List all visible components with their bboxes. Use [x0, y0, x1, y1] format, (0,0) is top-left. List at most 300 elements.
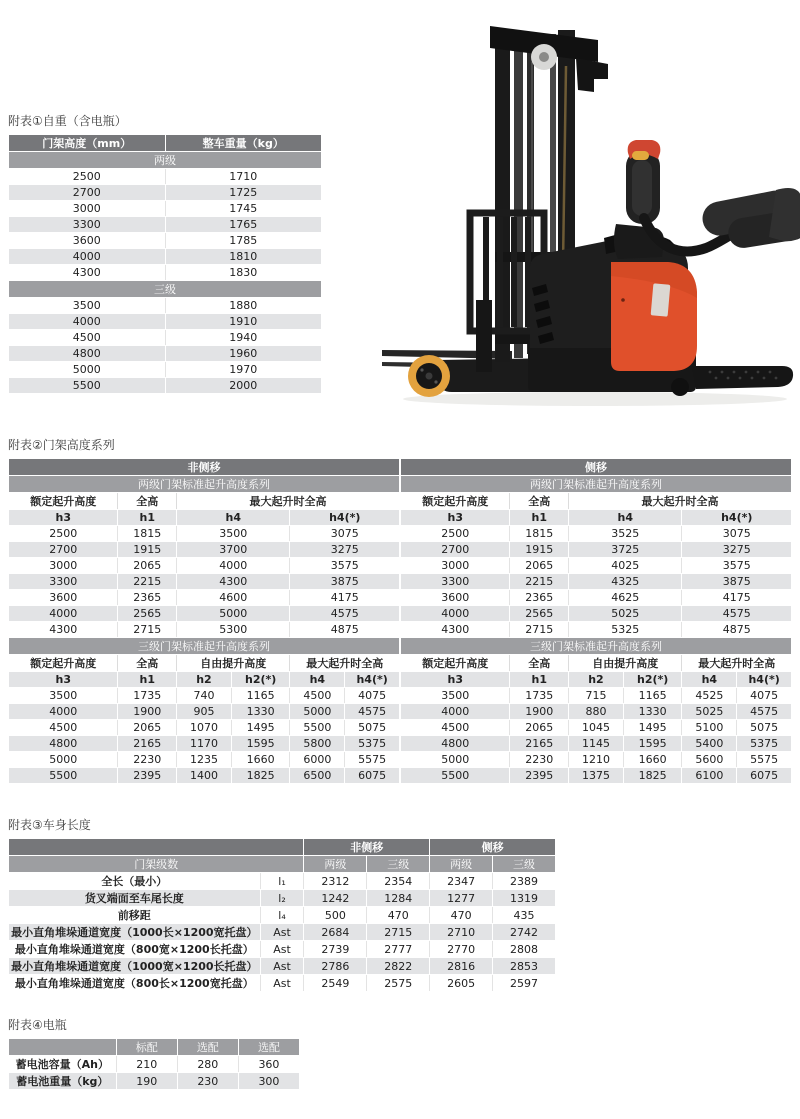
- cell-symbol: Ast: [260, 924, 304, 941]
- spec-sticker: [651, 283, 671, 316]
- sub-header: h1: [118, 510, 177, 526]
- battery-table-block: [8, 1016, 300, 1090]
- cell-mast-height: 3000: [9, 201, 166, 217]
- cell: 2215: [118, 574, 177, 590]
- cell: 2777: [367, 941, 430, 958]
- cell: 2715: [510, 622, 569, 638]
- col-group: 额定起升高度: [401, 493, 510, 510]
- cell: 5400: [682, 736, 737, 752]
- cell-mast-height: 4500: [9, 330, 166, 346]
- cell: 1815: [118, 526, 177, 542]
- ground-shadow: [403, 392, 787, 406]
- col-group: 自由提升高度: [177, 655, 290, 672]
- three-stage-weight-rows: [9, 298, 322, 394]
- control-head: [626, 140, 660, 224]
- cell: 3875: [290, 574, 400, 590]
- col-header: 门架高度（mm）: [9, 135, 166, 152]
- cell-weight: 1710: [165, 169, 322, 185]
- cell: 3700: [177, 542, 290, 558]
- cell: 280: [177, 1056, 238, 1073]
- col-group: 自由提升高度: [569, 655, 682, 672]
- cell: 3300: [9, 574, 118, 590]
- weight-table-title: 附表①自重（含电瓶）: [8, 114, 127, 128]
- table-row: [401, 622, 792, 638]
- cell: 360: [238, 1056, 299, 1073]
- table-row: [401, 542, 792, 558]
- cell: 2395: [118, 768, 177, 784]
- cell: 5575: [737, 752, 792, 768]
- cell: 1242: [304, 890, 367, 907]
- cell: 5325: [569, 622, 682, 638]
- cell: 905: [177, 704, 232, 720]
- front-wheel: [408, 355, 450, 397]
- cell: 1045: [569, 720, 624, 736]
- cell: 1210: [569, 752, 624, 768]
- table-row: [401, 752, 792, 768]
- cell: 2565: [118, 606, 177, 622]
- table-row: [9, 688, 400, 704]
- cell: 3875: [682, 574, 792, 590]
- cell: 4800: [401, 736, 510, 752]
- cell: 3275: [682, 542, 792, 558]
- cell: 1660: [231, 752, 290, 768]
- cell: 2700: [9, 542, 118, 558]
- table-row: [9, 606, 400, 622]
- cell: 4025: [569, 558, 682, 574]
- cell: 2500: [401, 526, 510, 542]
- section-header-two-stage: [9, 152, 322, 169]
- cell: 1165: [231, 688, 290, 704]
- empty-header: [9, 839, 304, 856]
- table-row: [9, 542, 400, 558]
- cell: 2770: [430, 941, 493, 958]
- cell: 4625: [569, 590, 682, 606]
- cell: 2500: [9, 526, 118, 542]
- cell: 1815: [510, 526, 569, 542]
- table-row: [401, 590, 792, 606]
- cell: 5100: [682, 720, 737, 736]
- cell: 435: [493, 907, 556, 924]
- cell: 715: [569, 688, 624, 704]
- cell: 3500: [9, 688, 118, 704]
- cell-weight: 1910: [165, 314, 322, 330]
- table-row: [9, 704, 400, 720]
- table-row: [9, 526, 400, 542]
- cell: 6000: [290, 752, 345, 768]
- table-row: [9, 924, 556, 941]
- cell: 5375: [345, 736, 400, 752]
- table-row: [9, 169, 322, 185]
- series-header: 三级门架标准起升高度系列: [401, 638, 792, 655]
- cell: 3300: [401, 574, 510, 590]
- cell: 3000: [9, 558, 118, 574]
- cell: 2816: [430, 958, 493, 975]
- table-row: [9, 298, 322, 314]
- cell: 2853: [493, 958, 556, 975]
- cell: 1735: [510, 688, 569, 704]
- cell: 1330: [231, 704, 290, 720]
- table-row: [9, 941, 556, 958]
- cell: 4575: [682, 606, 792, 622]
- cell: 1070: [177, 720, 232, 736]
- cell: 1825: [623, 768, 682, 784]
- cell: 5800: [290, 736, 345, 752]
- col-group: 最大起升时全高: [569, 493, 792, 510]
- cell-mast-height: 4800: [9, 346, 166, 362]
- cell: 2565: [510, 606, 569, 622]
- cell-weight: 1810: [165, 249, 322, 265]
- cell: 4875: [290, 622, 400, 638]
- group-header: 非侧移: [304, 839, 430, 856]
- cell-mast-height: 4000: [9, 249, 166, 265]
- cell: 2230: [118, 752, 177, 768]
- cell: 4325: [569, 574, 682, 590]
- cell: 880: [569, 704, 624, 720]
- cell: 5500: [290, 720, 345, 736]
- cell: 2365: [510, 590, 569, 606]
- table-row: [401, 558, 792, 574]
- cell-label: 货叉端面至车尾长度: [9, 890, 261, 907]
- reach-truck-illustration: [380, 0, 800, 410]
- cell: 2065: [510, 558, 569, 574]
- table-row: [9, 265, 322, 281]
- cell: 1375: [569, 768, 624, 784]
- cell-mast-height: 5500: [9, 378, 166, 394]
- table-row: [9, 1073, 300, 1090]
- cell: 4000: [9, 704, 118, 720]
- sub-header: h2: [569, 672, 624, 688]
- cell-label: 全长（最小）: [9, 873, 261, 890]
- cell: 470: [367, 907, 430, 924]
- cell: 3075: [682, 526, 792, 542]
- cell: 1400: [177, 768, 232, 784]
- product-photo: [380, 0, 800, 410]
- mast-height-table-block: [8, 436, 792, 784]
- cell-mast-height: 4300: [9, 265, 166, 281]
- cell-symbol: Ast: [260, 941, 304, 958]
- cell: 2065: [510, 720, 569, 736]
- col-group: 全高: [118, 493, 177, 510]
- cell: 5000: [290, 704, 345, 720]
- table-row: [9, 362, 322, 378]
- two-stage-weight-rows: [9, 169, 322, 281]
- cell: 4575: [737, 704, 792, 720]
- sub-header: 两级: [304, 856, 367, 873]
- two-stage-rows: [9, 526, 400, 638]
- cell: 1330: [623, 704, 682, 720]
- col-group: 额定起升高度: [401, 655, 510, 672]
- table-row: [401, 526, 792, 542]
- cell: 1319: [493, 890, 556, 907]
- cell: 1165: [623, 688, 682, 704]
- cell-mast-height: 4000: [9, 314, 166, 330]
- cell: 4000: [9, 606, 118, 622]
- cell: 4300: [401, 622, 510, 638]
- cell: 3575: [290, 558, 400, 574]
- cell-label: 蓄电池重量（kg）: [9, 1073, 117, 1090]
- cell: 2354: [367, 873, 430, 890]
- cell-label: 前移距: [9, 907, 261, 924]
- cell: 2684: [304, 924, 367, 941]
- empty-header: [9, 1039, 117, 1056]
- table-row: [9, 217, 322, 233]
- table-row: [9, 378, 322, 394]
- cell-mast-height: 2500: [9, 169, 166, 185]
- cell: 6075: [345, 768, 400, 784]
- cell: 3000: [401, 558, 510, 574]
- cell: 1145: [569, 736, 624, 752]
- sub-header: h3: [401, 510, 510, 526]
- cell: 4000: [401, 606, 510, 622]
- col-group: 全高: [118, 655, 177, 672]
- col-group: 最大起升时全高: [177, 493, 400, 510]
- table-row: [9, 720, 400, 736]
- cell: 1915: [510, 542, 569, 558]
- mast-height-table-title: 附表②门架高度系列: [8, 438, 115, 452]
- sub-header: h1: [118, 672, 177, 688]
- cell: 2739: [304, 941, 367, 958]
- cell: 3600: [9, 590, 118, 606]
- cell: 2365: [118, 590, 177, 606]
- table-row: [401, 704, 792, 720]
- cell: 5000: [9, 752, 118, 768]
- cell: 2715: [118, 622, 177, 638]
- sub-header: h1: [510, 510, 569, 526]
- sub-header: h4: [290, 672, 345, 688]
- weight-table-header: [9, 135, 322, 152]
- sub-header: h4(*): [345, 672, 400, 688]
- cell: 1915: [118, 542, 177, 558]
- sub-header: h4(*): [737, 672, 792, 688]
- cell: 1900: [118, 704, 177, 720]
- cell: 5025: [682, 704, 737, 720]
- cell: 2605: [430, 975, 493, 992]
- battery-table-title: 附表④电瓶: [8, 1018, 67, 1032]
- cell-symbol: Ast: [260, 958, 304, 975]
- sub-header: h1: [510, 672, 569, 688]
- rear-caster-wheel: [671, 378, 689, 396]
- cell: 2710: [430, 924, 493, 941]
- table-row: [9, 330, 322, 346]
- col-header: 选配: [177, 1039, 238, 1056]
- cell: 5000: [401, 752, 510, 768]
- cell: 500: [304, 907, 367, 924]
- table-row: [9, 314, 322, 330]
- table-row: [9, 590, 400, 606]
- sub-header: h4(*): [682, 510, 792, 526]
- cell-mast-height: 2700: [9, 185, 166, 201]
- cell: 3075: [290, 526, 400, 542]
- cell: 5075: [345, 720, 400, 736]
- group-header: 侧移: [430, 839, 556, 856]
- table-row: [9, 558, 400, 574]
- cell: 5000: [177, 606, 290, 622]
- battery-table: [8, 1038, 300, 1090]
- cell: 4075: [737, 688, 792, 704]
- sub-header: h2(*): [231, 672, 290, 688]
- series-header: 两级门架标准起升高度系列: [9, 476, 400, 493]
- cell-weight: 1785: [165, 233, 322, 249]
- cell-weight: 1940: [165, 330, 322, 346]
- cell: 1170: [177, 736, 232, 752]
- cell: 5600: [682, 752, 737, 768]
- group-header: 非侧移: [9, 459, 400, 476]
- cell: 1495: [623, 720, 682, 736]
- table-row: [9, 622, 400, 638]
- cell: 2549: [304, 975, 367, 992]
- cell: 2715: [367, 924, 430, 941]
- sub-header: h4: [177, 510, 290, 526]
- table-row: [9, 185, 322, 201]
- cell-symbol: l₂: [260, 890, 304, 907]
- cell: 2389: [493, 873, 556, 890]
- cell: 3500: [401, 688, 510, 704]
- cell: 4600: [177, 590, 290, 606]
- cell: 1235: [177, 752, 232, 768]
- cell: 2230: [510, 752, 569, 768]
- table-row: [9, 752, 400, 768]
- sub-header: h4(*): [290, 510, 400, 526]
- cell: 4300: [9, 622, 118, 638]
- cell: 2215: [510, 574, 569, 590]
- body-length-table: [8, 838, 556, 992]
- table-row: [9, 907, 556, 924]
- cell: 3725: [569, 542, 682, 558]
- body-length-table-title: 附表③车身长度: [8, 818, 91, 832]
- cell: 5500: [401, 768, 510, 784]
- table-row: [9, 346, 322, 362]
- section-label: 三级: [9, 281, 322, 298]
- cell: 2165: [118, 736, 177, 752]
- cell: 2808: [493, 941, 556, 958]
- cell: 3275: [290, 542, 400, 558]
- cell-symbol: Ast: [260, 975, 304, 992]
- cell: 2395: [510, 768, 569, 784]
- col-header: 整车重量（kg）: [165, 135, 322, 152]
- cell: 2597: [493, 975, 556, 992]
- cell: 2786: [304, 958, 367, 975]
- cell: 6075: [737, 768, 792, 784]
- table-row: [401, 574, 792, 590]
- cell: 6500: [290, 768, 345, 784]
- cell: 4300: [177, 574, 290, 590]
- col-group: 额定起升高度: [9, 655, 118, 672]
- cell: 2822: [367, 958, 430, 975]
- table-row: [9, 736, 400, 752]
- cell: 1277: [430, 890, 493, 907]
- cell: 1284: [367, 890, 430, 907]
- cell-label: 最小直角堆垛通道宽度（1000长×1200宽托盘）: [9, 924, 261, 941]
- cell: 4575: [290, 606, 400, 622]
- cell: 4525: [682, 688, 737, 704]
- col-group: 额定起升高度: [9, 493, 118, 510]
- series-header: 三级门架标准起升高度系列: [9, 638, 400, 655]
- cell: 2700: [401, 542, 510, 558]
- cell: 2065: [118, 720, 177, 736]
- sub-header: h2: [177, 672, 232, 688]
- cell: 1825: [231, 768, 290, 784]
- table-row: [9, 873, 556, 890]
- weight-table: [8, 134, 322, 394]
- cell-symbol: l₁: [260, 873, 304, 890]
- cell: 1595: [231, 736, 290, 752]
- cell: 190: [116, 1073, 177, 1090]
- sub-header: h3: [401, 672, 510, 688]
- cell: 1495: [231, 720, 290, 736]
- cell: 2575: [367, 975, 430, 992]
- cell: 300: [238, 1073, 299, 1090]
- table-row: [401, 606, 792, 622]
- weight-table-block: [8, 112, 322, 394]
- cell-label: 最小直角堆垛通道宽度（800长×1200宽托盘）: [9, 975, 261, 992]
- col-group: 最大起升时全高: [682, 655, 792, 672]
- three-stage-rows: [9, 688, 400, 784]
- cell: 1595: [623, 736, 682, 752]
- cell-weight: 1960: [165, 346, 322, 362]
- cell-weight: 1725: [165, 185, 322, 201]
- cell: 5375: [737, 736, 792, 752]
- col-header: 选配: [238, 1039, 299, 1056]
- table-row: [401, 736, 792, 752]
- table-row: [401, 720, 792, 736]
- col-group: 最大起升时全高: [290, 655, 400, 672]
- table-row: [9, 201, 322, 217]
- cell: 230: [177, 1073, 238, 1090]
- table-row: [9, 975, 556, 992]
- cell: 4500: [290, 688, 345, 704]
- table-row: [9, 233, 322, 249]
- cell: 5500: [9, 768, 118, 784]
- cell: 4500: [401, 720, 510, 736]
- body-length-rows: [9, 873, 556, 992]
- mast-table-sideshift: [400, 458, 792, 784]
- cell: 4175: [682, 590, 792, 606]
- cell: 1900: [510, 704, 569, 720]
- sub-header: h2(*): [623, 672, 682, 688]
- cell: 2312: [304, 873, 367, 890]
- two-stage-rows: [401, 526, 792, 638]
- table-row: [401, 688, 792, 704]
- table-row: [9, 1056, 300, 1073]
- operator-step: [692, 366, 793, 389]
- cell: 2065: [118, 558, 177, 574]
- cell: 4000: [177, 558, 290, 574]
- cell: 5575: [345, 752, 400, 768]
- cell: 4500: [9, 720, 118, 736]
- cell: 4075: [345, 688, 400, 704]
- table-row: [9, 574, 400, 590]
- cell: 4800: [9, 736, 118, 752]
- cell-label: 最小直角堆垛通道宽度（800宽×1200长托盘）: [9, 941, 261, 958]
- cell-mast-height: 3500: [9, 298, 166, 314]
- table-row: [9, 958, 556, 975]
- cell: 6100: [682, 768, 737, 784]
- cell-label: 最小直角堆垛通道宽度（1000宽×1200长托盘）: [9, 958, 261, 975]
- mast-height-table: [8, 458, 792, 784]
- table-row: [9, 768, 400, 784]
- cell: 2347: [430, 873, 493, 890]
- sub-header: h3: [9, 510, 118, 526]
- sub-header: 三级: [493, 856, 556, 873]
- cell-weight: 2000: [165, 378, 322, 394]
- cell-mast-height: 5000: [9, 362, 166, 378]
- cell: 4575: [345, 704, 400, 720]
- section-label: 两级: [9, 152, 322, 169]
- cell: 3500: [177, 526, 290, 542]
- col-group: 全高: [510, 655, 569, 672]
- cell: 1660: [623, 752, 682, 768]
- series-header: 两级门架标准起升高度系列: [401, 476, 792, 493]
